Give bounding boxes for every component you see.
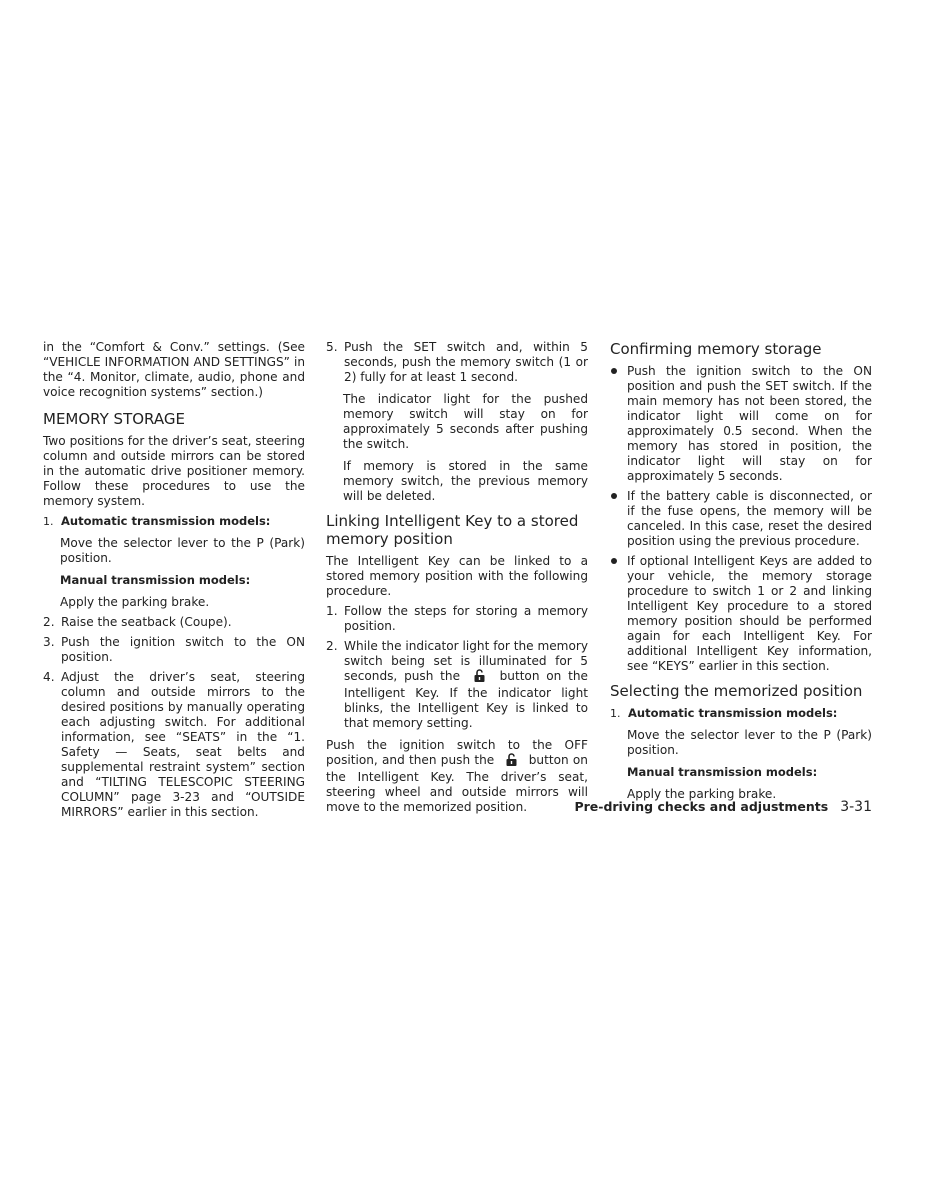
final-text-part: button on the Intelligent Key. The driver’s seat, steering wheel and outside mirrors will move to the memorized position. <box>326 753 588 814</box>
step-number: 2. <box>43 615 55 629</box>
step-number: 1. <box>326 604 338 618</box>
step-text-part: While the indicator light for the memory switch being set is illuminated for 5 seconds, push the <box>344 639 588 683</box>
select-step-1 <box>610 706 872 721</box>
step-number: 4. <box>43 670 55 684</box>
step-5-note: If memory is stored in the same memory switch, the previous memory will be deleted. <box>343 459 588 503</box>
manual-transmission-text: Apply the parking brake. <box>60 595 210 609</box>
selecting-heading: Selecting the memorized position <box>610 682 863 700</box>
step-text: Push the SET switch and, within 5 seconds, push the memory switch (1 or 2) fully for at least 1 second. <box>344 340 588 384</box>
bullet-text: If optional Intelligent Keys are added to your vehicle, the memory storage procedure to switch 1 or 2 and linking Intelligent Key procedure to a stored memory position should be performed again for each Intelligent Key. For additional Intelligent Key information, see “KEYS” earlier in this section. <box>627 554 872 673</box>
manual-transmission-text: Apply the parking brake. <box>627 787 777 801</box>
step-text: Move the selector lever to the P (Park) position. <box>60 536 305 565</box>
confirming-heading: Confirming memory storage <box>610 340 822 358</box>
step-5 <box>326 340 588 385</box>
step-number: 5. <box>326 340 338 354</box>
step-text: Adjust the driver’s seat, steering column and outside mirrors to the desired positions by manually operating each adjusting switch. For additional information, see “SEATS” in the “1. Safety — Seats, seat belts and supplemental restraint system” section and “TILTING TELESCOPIC STEERING COLUMN” page 3-23 and “OUTSIDE MIRRORS” earlier in this section. <box>61 670 305 819</box>
bullet-icon <box>610 554 627 674</box>
step-5-note: The indicator light for the pushed memory switch will stay on for approximately 5 seconds after pushing the switch. <box>343 392 588 451</box>
step-title: Automatic transmission models: <box>628 706 838 720</box>
unlock-icon <box>467 669 493 686</box>
step-number: 3. <box>43 635 55 649</box>
step-3 <box>43 635 305 665</box>
step-text-part: button on the Intelligent Key. If the indicator light blinks, the Intelligent Key is linked to that memory setting. <box>344 669 588 730</box>
bullet-icon <box>610 489 627 549</box>
bullet-text: If the battery cable is disconnected, or if the fuse opens, the memory will be canceled. In this case, reset the desired position using the previous procedure. <box>627 489 872 548</box>
step-title: Automatic transmission models: <box>61 514 271 528</box>
column-right <box>610 340 872 802</box>
bullet-icon <box>610 364 627 484</box>
link-step-2 <box>326 639 588 731</box>
final-text-part: Push the ignition switch to the OFF position, and then push the <box>326 738 588 767</box>
step-number: 1. <box>43 515 54 528</box>
linking-key-paragraph: The Intelligent Key can be linked to a stored memory position with the following procedure. <box>326 554 588 598</box>
section-title: Pre-driving checks and adjustments <box>574 799 829 814</box>
step-1 <box>43 514 305 529</box>
step-text <box>344 639 588 731</box>
bullet-item <box>610 489 872 549</box>
page-number: 3-31 <box>840 799 872 815</box>
step-text: Raise the seatback (Coupe). <box>61 615 232 629</box>
step-number: 1. <box>610 707 621 720</box>
step-text: Push the ignition switch to the ON position. <box>61 635 305 664</box>
memory-storage-paragraph: Two positions for the driver’s seat, steering column and outside mirrors can be stored in the automatic drive positioner memory. Follow these procedures to use the memory system. <box>43 434 305 508</box>
linking-key-heading: Linking Intelligent Key to a stored memory position <box>326 512 579 548</box>
memory-storage-heading: MEMORY STORAGE <box>43 410 185 428</box>
bullet-item <box>610 554 872 674</box>
column-middle <box>326 340 588 815</box>
step-text: Move the selector lever to the P (Park) position. <box>627 728 872 757</box>
final-paragraph <box>326 738 588 815</box>
column-left <box>43 340 305 820</box>
manual-transmission-title: Manual transmission models: <box>60 573 251 587</box>
step-4 <box>43 670 305 820</box>
unlock-icon <box>498 753 524 770</box>
bullet-item <box>610 364 872 484</box>
bullet-text: Push the ignition switch to the ON position and push the SET switch. If the main memory has not been stored, the indicator light will come on for approximately 0.5 second. When the memory has stored in position, the indicator light will stay on for approximately 5 seconds. <box>627 364 872 483</box>
step-number: 2. <box>326 639 338 653</box>
intro-text: in the “Comfort & Conv.” settings. (See “VEHICLE INFORMATION AND SETTINGS” in the “4. Monitor, climate, audio, phone and voice recognition systems” section.) <box>43 340 305 399</box>
step-text: Follow the steps for storing a memory position. <box>344 604 588 633</box>
manual-transmission-title: Manual transmission models: <box>627 765 818 779</box>
page-footer <box>560 799 872 815</box>
step-2 <box>43 615 305 630</box>
link-step-1 <box>326 604 588 634</box>
